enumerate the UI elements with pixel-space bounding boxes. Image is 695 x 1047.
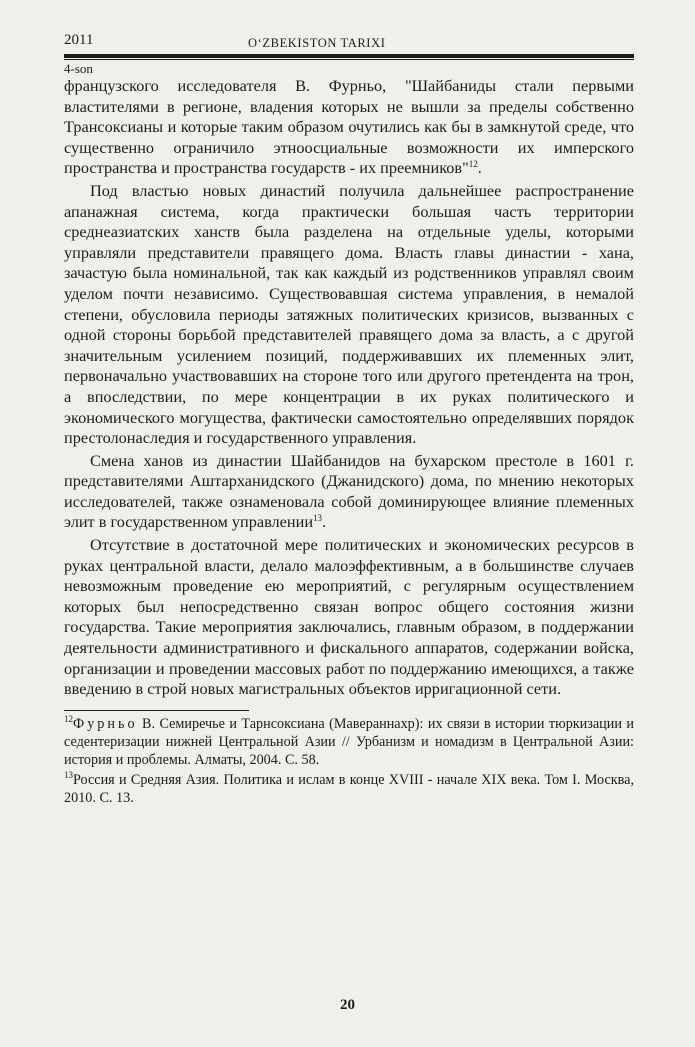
footnote: $^{13}$Россия и Средняя Азия. Политика и ислам в конце XVIII - начале XIX века. Том I. Москва, 2010. С. 13. [64,769,634,806]
footnote-ref: 13 [313,513,323,524]
paragraph: Под властью новых династий получила дальнейшее распространение апанажная система, когда практически большая часть территории среднеазиатских ханств была разделена на отдельные уделы, которыми управляли представители правящего дома. Власть главы династии - хана, зачастую была номинальной, так как каждый из родственников управлял своим уделом почти независимо. Существовавшая система управления, в немалой степени, обусловила периоды затяжных политических кризисов, вызванных с одной стороны борьбой представителей правящего дома за власть, а с другой значительным усилением позиций, поддерживавших их племенных элит, первоначально участвовавших на стороне того или другого претендента на трон, а впоследствии, по мере концентрации в их руках политического и экономического могущества, фактически самостоятельно определявших порядок престолонаследия и государственного управления. [64,180,634,448]
footnote-number: 12 [64,713,73,724]
page-number: 20 [340,997,355,1013]
paragraph: французского исследователя В. Фурньо, "Шайбаниды стали первыми властителями в регионе, владения которых не вышли за пределы собственно Трансоксианы и которые таким образом очутились как бы в замкнутой среде, что существенно ограничило этноосциальные возможности их имперского пространства и пространства государств - их преемников"$^{12}$. [64,76,634,178]
footnote-number: 13 [64,769,73,780]
paragraph: Отсутствие в достаточной мере политических и экономических ресурсов в руках центральной власти, делало малоэффективным, а в большинстве случаев невозможным проведение ею мероприятий, с регулярным осуществлением которых был непосредственно связан вопрос общего состояния жизни государства. Такие мероприятия заключались, главным образом, в поддержании деятельности административного и фискального аппаратов, содержании войска, организации и проведении массовых работ по поддержанию имеющихся, а также введению в строй новых магистральных объектов ирригационной сети. [64,535,634,699]
page [64,30,634,809]
footnote: $^{12}$Фурньо В. Семиречье и Тарнсоксиана (Мавераннахр): их связи в истории тюркизации и седентеризации нижней Центральной Азии // Урбанизм и номадизм в Центральной Азии: история и проблемы. Алматы, 2004. С. 58. [64,713,634,768]
header-rule [64,54,634,60]
running-header [64,30,634,52]
footnote-ref: 12 [468,159,478,170]
article-body [64,76,634,700]
issue-number: 4-son [64,61,93,76]
header-year: 2011 [64,32,94,48]
footnote-separator [64,710,249,711]
paragraph: Смена ханов из династии Шайбанидов на бухарском престоле в 1601 г. представителями Аштарханидского (Джанидского) дома, по мнению некоторых исследователей, также ознаменовала собой доминирующее влияние племенных элит в государственном управлении$^{13}$. [64,450,634,532]
footnote-author: Фурньо [73,715,138,732]
footnotes [64,715,634,807]
header-journal-title: O‘ZBEKISTON TARIXI [248,36,386,50]
